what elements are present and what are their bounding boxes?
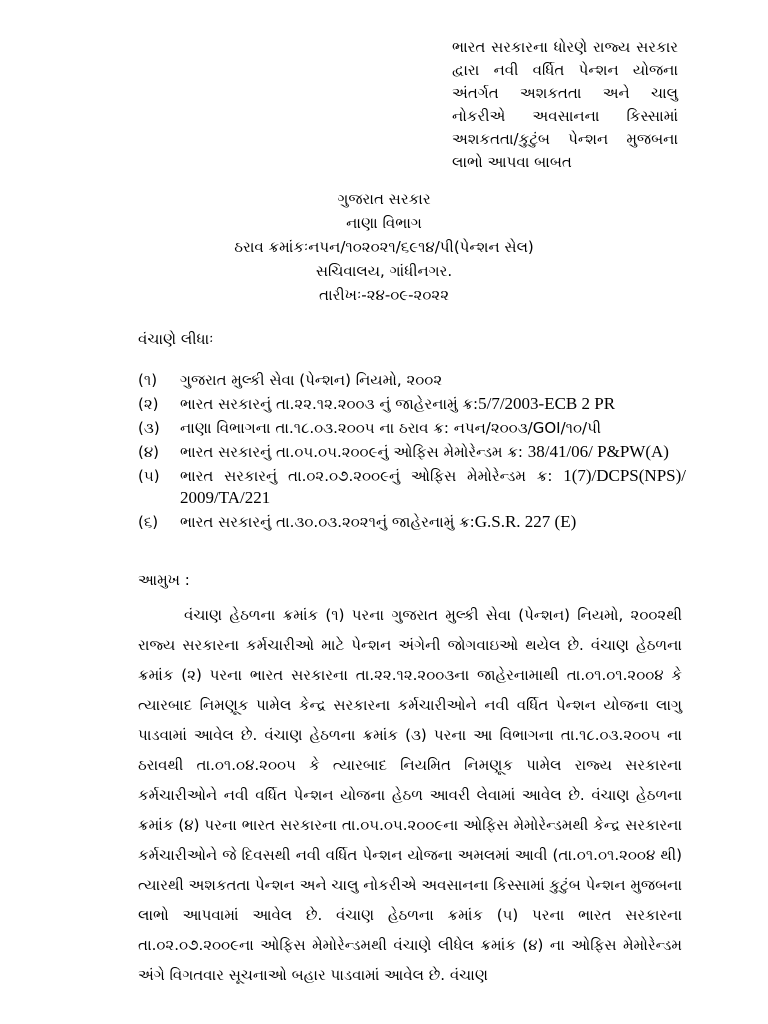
preamble-heading: આમુખ :	[138, 571, 190, 589]
reference-list	[138, 369, 686, 535]
reference-text: ભારત સરકારનું તા.૨૨.૧૨.૨૦૦૩ નું જાહેરનામું ક્ર:	[180, 395, 479, 413]
reference-number: (૧)	[138, 371, 158, 389]
department-name: નાણા વિભાગ	[346, 214, 422, 232]
reference-number: (૨)	[138, 395, 159, 413]
preamble-paragraph: વંચાણ હેઠળના ક્રમાંક (૧) પરના ગુજરાત મુલ્કી સેવા (પેન્શન) નિયમો, ૨૦૦૨થી રાજ્ય સરકારના કર્મચારીઓ માટે પેન્શન અંગેની જોગવાઇઓ થયેલ છે. વંચાણ હેઠળના ક્રમાંક (૨) પરના ભારત સરકારના તા.૨૨.૧૨.૨૦૦૩ના જાહેરનામાથી તા.૦૧.૦૧.૨૦૦૪ કે ત્યારબાદ નિમણૂક પામેલ કેન્દ્ર સરકારના કર્મચારીઓને નવી વર્ધિત પેન્શન યોજના લાગુ પાડવામાં આવેલ છે. વંચાણ હેઠળના ક્રમાંક (૩) પરના આ વિભાગના તા.૧૮.૦૩.૨૦૦૫ ના ઠરાવથી તા.૦૧.૦૪.૨૦૦૫ કે ત્યારબાદ નિયમિત નિમણૂક પામેલ રાજ્ય સરકારના કર્મચારીઓને નવી વર્ધિત પેન્શન યોજના હેઠળ આવરી લેવામાં આવેલ છે. વંચાણ હેઠળના ક્રમાંક (૪) પરના ભારત સરકારના તા.૦૫.૦૫.૨૦૦૯ના ઓફિસ મેમોરેન્ડમથી કેન્દ્ર સરકારના કર્મચારીઓને જે દિવસથી નવી વર્ધિત પેન્શન યોજના અમલમાં આવી (તા.૦૧.૦૧.૨૦૦૪ થી) ત્યારથી અશકતતા પેન્શન અને ચાલુ નોકરીએ અવસાનના કિસ્સામાં કુટુંબ પેન્શન મુજબના લાભો આપવામાં આવેલ છે. વંચાણ હેઠળના ક્રમાંક (૫) પરના ભારત સરકારના તા.૦૨.૦૭.૨૦૦૯ના ઓફિસ મેમોરેન્ડમથી વંચાણે લીધેલ ક્રમાંક (૪) ના ઓફિસ મેમોરેન્ડમ અંગે વિગતવાર સૂચનાઓ બહાર પાડવામાં આવેલ છે. વંચાણ	[138, 606, 682, 984]
reference-item	[138, 369, 686, 391]
subject-line: નોકરીએ અવસાનના કિસ્સામાં	[452, 107, 678, 125]
reference-text: ભારત સરકારનું તા.૦૨.૦૭.૨૦૦૯નું ઓફિસ મેમોરેન્ડમ ક્ર:	[180, 467, 553, 485]
subject-line: અશકતતા/કુટુંબ પેન્શન મુજબના	[452, 130, 678, 148]
reference-code: 38/41/06/ P&PW(A)	[527, 442, 669, 461]
reference-number: (૫)	[138, 467, 160, 485]
reference-text: ભારત સરકારનું તા.૦૫.૦૫.૨૦૦૯નું ઓફિસ મેમોરેન્ડમ ક્ર:	[180, 443, 523, 461]
reference-code: 5/7/2003-ECB 2 PR	[478, 394, 616, 413]
subject-block	[452, 36, 678, 174]
reference-number: (૪)	[138, 443, 160, 461]
resolution-date: તારીખઃ-૨૪-૦૯-૨૦૨૨	[319, 286, 449, 304]
reference-item	[138, 465, 686, 509]
reference-number: (૬)	[138, 513, 159, 531]
reference-item	[138, 417, 686, 439]
reference-code: 1(7)/DCPS(NPS)/ 2009/TA/221	[180, 466, 686, 507]
location: સચિવાલય, ગાંધીનગર.	[315, 262, 453, 280]
resolution-number: ઠરાવ ક્રમાંકઃનપન/૧૦૨૦૨૧/૬૯૧૪/પી(પેન્શન સેલ)	[234, 238, 534, 256]
reference-item	[138, 393, 686, 415]
reference-item	[138, 511, 686, 533]
reference-code: G.S.R. 227 (E)	[474, 512, 577, 531]
reference-text: ગુજરાત મુલ્કી સેવા (પેન્શન) નિયમો, ૨૦૦૨	[180, 371, 443, 389]
subject-line: ભારત સરકારના ધોરણે રાજ્ય સરકાર	[452, 38, 678, 56]
reference-text: નાણા વિભાગના તા.૧૮.૦૩.૨૦૦૫ ના ઠરાવ ક્ર: નપન/૨૦૦૩/GOI/૧૦/પી	[180, 419, 602, 437]
read-heading: વંચાણે લીધાઃ	[138, 330, 214, 348]
reference-number: (૩)	[138, 419, 160, 437]
subject-line: દ્વારા નવી વર્ધિત પેન્શન યોજના	[452, 61, 678, 79]
subject-line: લાભો આપવા બાબત	[452, 153, 572, 171]
government-name: ગુજરાત સરકાર	[337, 190, 431, 208]
subject-line: અંતર્ગત અશકતતા અને ચાલુ	[452, 84, 678, 102]
reference-text: ભારત સરકારનું તા.૩૦.૦૩.૨૦૨૧નું જાહેરનામું ક્ર:	[180, 513, 475, 531]
reference-item	[138, 441, 686, 463]
